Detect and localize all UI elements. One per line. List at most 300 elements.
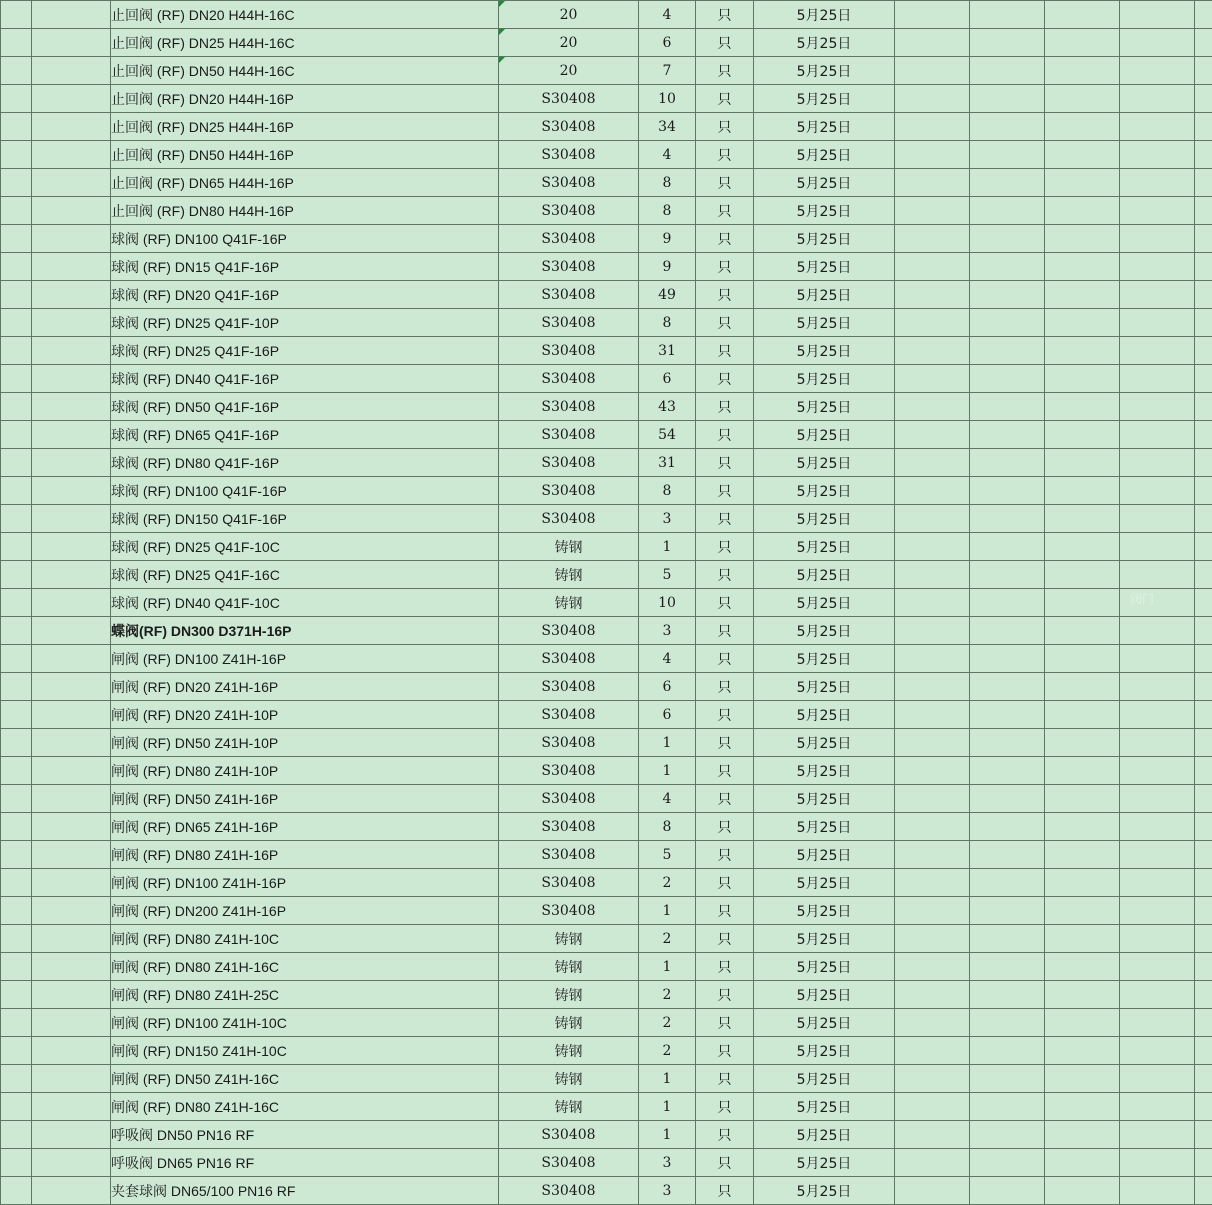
cell-item-name[interactable]: [111, 1009, 499, 1037]
table-row[interactable]: [1, 365, 1212, 393]
cell-blank-b[interactable]: [32, 1037, 111, 1065]
cell-quantity[interactable]: [639, 533, 696, 561]
cell-material[interactable]: [499, 141, 639, 169]
cell-quantity[interactable]: [639, 673, 696, 701]
cell-blank-d[interactable]: [970, 757, 1045, 785]
cell-item-name[interactable]: [111, 757, 499, 785]
cell-blank-c[interactable]: [895, 253, 970, 281]
cell-date[interactable]: [754, 421, 895, 449]
cell-material[interactable]: [499, 1065, 639, 1093]
table-row[interactable]: [1, 1149, 1212, 1177]
table-row[interactable]: [1, 309, 1212, 337]
cell-blank-e[interactable]: [1045, 981, 1120, 1009]
cell-blank-e[interactable]: [1045, 757, 1120, 785]
cell-quantity[interactable]: [639, 477, 696, 505]
cell-blank-a[interactable]: [1, 869, 32, 897]
cell-material[interactable]: [499, 281, 639, 309]
cell-blank-b[interactable]: [32, 113, 111, 141]
cell-date[interactable]: [754, 169, 895, 197]
cell-material[interactable]: [499, 113, 639, 141]
cell-unit[interactable]: [696, 1121, 754, 1149]
cell-blank-b[interactable]: [32, 57, 111, 85]
cell-unit[interactable]: [696, 1009, 754, 1037]
cell-blank-a[interactable]: [1, 729, 32, 757]
cell-quantity[interactable]: [639, 757, 696, 785]
cell-unit[interactable]: [696, 1065, 754, 1093]
cell-blank-d[interactable]: [970, 617, 1045, 645]
cell-quantity[interactable]: [639, 1121, 696, 1149]
cell-blank-g[interactable]: [1195, 141, 1212, 169]
cell-blank-e[interactable]: [1045, 141, 1120, 169]
cell-unit[interactable]: [696, 393, 754, 421]
cell-blank-f[interactable]: [1120, 729, 1195, 757]
cell-date[interactable]: [754, 533, 895, 561]
cell-blank-f[interactable]: [1120, 309, 1195, 337]
cell-item-name[interactable]: [111, 337, 499, 365]
cell-blank-a[interactable]: [1, 673, 32, 701]
cell-blank-d[interactable]: [970, 841, 1045, 869]
cell-blank-a[interactable]: [1, 561, 32, 589]
cell-blank-g[interactable]: [1195, 701, 1212, 729]
cell-quantity[interactable]: [639, 561, 696, 589]
cell-blank-c[interactable]: [895, 1009, 970, 1037]
cell-item-name[interactable]: [111, 729, 499, 757]
table-row[interactable]: [1, 1037, 1212, 1065]
cell-material[interactable]: [499, 589, 639, 617]
cell-item-name[interactable]: [111, 925, 499, 953]
cell-blank-a[interactable]: [1, 197, 32, 225]
cell-material[interactable]: [499, 1121, 639, 1149]
cell-blank-g[interactable]: [1195, 365, 1212, 393]
cell-blank-d[interactable]: [970, 1149, 1045, 1177]
cell-blank-e[interactable]: [1045, 29, 1120, 57]
table-row[interactable]: [1, 785, 1212, 813]
cell-blank-f[interactable]: [1120, 281, 1195, 309]
cell-unit[interactable]: [696, 29, 754, 57]
cell-blank-a[interactable]: [1, 1065, 32, 1093]
table-row[interactable]: [1, 113, 1212, 141]
cell-blank-f[interactable]: [1120, 1009, 1195, 1037]
cell-blank-c[interactable]: [895, 141, 970, 169]
cell-quantity[interactable]: [639, 141, 696, 169]
cell-item-name[interactable]: [111, 253, 499, 281]
cell-date[interactable]: [754, 197, 895, 225]
cell-blank-b[interactable]: [32, 813, 111, 841]
cell-blank-a[interactable]: [1, 253, 32, 281]
cell-blank-f[interactable]: [1120, 29, 1195, 57]
cell-blank-g[interactable]: [1195, 169, 1212, 197]
cell-quantity[interactable]: [639, 169, 696, 197]
cell-unit[interactable]: [696, 225, 754, 253]
table-row[interactable]: [1, 337, 1212, 365]
cell-blank-g[interactable]: [1195, 197, 1212, 225]
cell-blank-g[interactable]: [1195, 561, 1212, 589]
cell-blank-c[interactable]: [895, 589, 970, 617]
cell-blank-e[interactable]: [1045, 225, 1120, 253]
table-row[interactable]: [1, 841, 1212, 869]
cell-blank-g[interactable]: [1195, 1065, 1212, 1093]
table-row[interactable]: [1, 169, 1212, 197]
cell-item-name[interactable]: [111, 1121, 499, 1149]
cell-material[interactable]: [499, 1009, 639, 1037]
cell-blank-g[interactable]: [1195, 729, 1212, 757]
cell-unit[interactable]: [696, 673, 754, 701]
cell-blank-c[interactable]: [895, 757, 970, 785]
cell-blank-b[interactable]: [32, 1149, 111, 1177]
cell-quantity[interactable]: [639, 785, 696, 813]
cell-date[interactable]: [754, 701, 895, 729]
cell-unit[interactable]: [696, 617, 754, 645]
cell-blank-d[interactable]: [970, 533, 1045, 561]
cell-blank-e[interactable]: [1045, 1177, 1120, 1205]
cell-blank-e[interactable]: [1045, 1, 1120, 29]
table-row[interactable]: [1, 757, 1212, 785]
cell-unit[interactable]: [696, 1093, 754, 1121]
cell-blank-g[interactable]: [1195, 757, 1212, 785]
cell-unit[interactable]: [696, 449, 754, 477]
cell-unit[interactable]: [696, 337, 754, 365]
cell-blank-e[interactable]: [1045, 617, 1120, 645]
cell-quantity[interactable]: [639, 1177, 696, 1205]
table-row[interactable]: [1, 869, 1212, 897]
table-row[interactable]: [1, 813, 1212, 841]
cell-blank-f[interactable]: [1120, 561, 1195, 589]
cell-blank-d[interactable]: [970, 1177, 1045, 1205]
cell-material[interactable]: [499, 561, 639, 589]
cell-blank-e[interactable]: [1045, 505, 1120, 533]
table-row[interactable]: [1, 1, 1212, 29]
cell-blank-b[interactable]: [32, 505, 111, 533]
cell-blank-f[interactable]: [1120, 141, 1195, 169]
cell-blank-g[interactable]: [1195, 1177, 1212, 1205]
cell-blank-b[interactable]: [32, 897, 111, 925]
cell-blank-c[interactable]: [895, 393, 970, 421]
cell-item-name[interactable]: [111, 981, 499, 1009]
cell-blank-e[interactable]: [1045, 813, 1120, 841]
cell-quantity[interactable]: [639, 1093, 696, 1121]
cell-blank-b[interactable]: [32, 29, 111, 57]
cell-blank-g[interactable]: [1195, 505, 1212, 533]
cell-blank-e[interactable]: [1045, 477, 1120, 505]
cell-blank-g[interactable]: [1195, 281, 1212, 309]
table-row[interactable]: [1, 393, 1212, 421]
table-row[interactable]: [1, 1009, 1212, 1037]
cell-material[interactable]: [499, 169, 639, 197]
cell-blank-d[interactable]: [970, 421, 1045, 449]
cell-blank-g[interactable]: [1195, 1121, 1212, 1149]
cell-unit[interactable]: [696, 953, 754, 981]
cell-blank-g[interactable]: [1195, 113, 1212, 141]
cell-date[interactable]: [754, 253, 895, 281]
cell-blank-d[interactable]: [970, 505, 1045, 533]
cell-blank-a[interactable]: [1, 589, 32, 617]
cell-quantity[interactable]: [639, 813, 696, 841]
cell-item-name[interactable]: [111, 561, 499, 589]
cell-material[interactable]: [499, 225, 639, 253]
cell-blank-c[interactable]: [895, 113, 970, 141]
cell-blank-b[interactable]: [32, 701, 111, 729]
cell-blank-e[interactable]: [1045, 1121, 1120, 1149]
cell-quantity[interactable]: [639, 309, 696, 337]
cell-blank-a[interactable]: [1, 897, 32, 925]
cell-unit[interactable]: [696, 897, 754, 925]
cell-item-name[interactable]: [111, 785, 499, 813]
cell-blank-c[interactable]: [895, 785, 970, 813]
cell-date[interactable]: [754, 1149, 895, 1177]
cell-blank-c[interactable]: [895, 561, 970, 589]
cell-blank-f[interactable]: [1120, 449, 1195, 477]
cell-blank-e[interactable]: [1045, 113, 1120, 141]
cell-blank-c[interactable]: [895, 841, 970, 869]
cell-item-name[interactable]: [111, 701, 499, 729]
cell-blank-e[interactable]: [1045, 589, 1120, 617]
cell-date[interactable]: [754, 785, 895, 813]
cell-blank-c[interactable]: [895, 1, 970, 29]
cell-material[interactable]: [499, 1037, 639, 1065]
cell-material[interactable]: [499, 981, 639, 1009]
cell-blank-f[interactable]: [1120, 617, 1195, 645]
cell-quantity[interactable]: [639, 449, 696, 477]
cell-unit[interactable]: [696, 925, 754, 953]
cell-blank-f[interactable]: [1120, 253, 1195, 281]
cell-item-name[interactable]: [111, 85, 499, 113]
cell-item-name[interactable]: [111, 841, 499, 869]
cell-item-name[interactable]: [111, 533, 499, 561]
cell-blank-e[interactable]: [1045, 561, 1120, 589]
cell-blank-g[interactable]: [1195, 869, 1212, 897]
cell-blank-g[interactable]: [1195, 813, 1212, 841]
cell-blank-g[interactable]: [1195, 925, 1212, 953]
cell-blank-g[interactable]: [1195, 253, 1212, 281]
cell-blank-a[interactable]: [1, 393, 32, 421]
cell-unit[interactable]: [696, 1177, 754, 1205]
cell-blank-g[interactable]: [1195, 673, 1212, 701]
cell-blank-f[interactable]: [1120, 197, 1195, 225]
cell-material[interactable]: [499, 701, 639, 729]
cell-quantity[interactable]: [639, 29, 696, 57]
cell-blank-c[interactable]: [895, 29, 970, 57]
cell-date[interactable]: [754, 869, 895, 897]
cell-date[interactable]: [754, 561, 895, 589]
table-row[interactable]: [1, 897, 1212, 925]
cell-material[interactable]: [499, 29, 639, 57]
cell-blank-e[interactable]: [1045, 701, 1120, 729]
cell-blank-g[interactable]: [1195, 1149, 1212, 1177]
cell-date[interactable]: [754, 673, 895, 701]
cell-blank-d[interactable]: [970, 225, 1045, 253]
cell-blank-d[interactable]: [970, 1093, 1045, 1121]
cell-blank-a[interactable]: [1, 57, 32, 85]
cell-quantity[interactable]: [639, 981, 696, 1009]
cell-blank-g[interactable]: [1195, 1093, 1212, 1121]
table-row[interactable]: [1, 729, 1212, 757]
cell-blank-e[interactable]: [1045, 953, 1120, 981]
cell-blank-c[interactable]: [895, 337, 970, 365]
table-row[interactable]: [1, 197, 1212, 225]
cell-blank-e[interactable]: [1045, 57, 1120, 85]
cell-blank-g[interactable]: [1195, 841, 1212, 869]
cell-blank-a[interactable]: [1, 701, 32, 729]
cell-blank-e[interactable]: [1045, 729, 1120, 757]
cell-date[interactable]: [754, 365, 895, 393]
cell-blank-b[interactable]: [32, 617, 111, 645]
cell-blank-a[interactable]: [1, 421, 32, 449]
cell-blank-a[interactable]: [1, 225, 32, 253]
cell-quantity[interactable]: [639, 841, 696, 869]
cell-date[interactable]: [754, 589, 895, 617]
table-row[interactable]: [1, 561, 1212, 589]
cell-blank-e[interactable]: [1045, 85, 1120, 113]
table-row[interactable]: [1, 505, 1212, 533]
cell-blank-d[interactable]: [970, 141, 1045, 169]
cell-material[interactable]: [499, 505, 639, 533]
cell-blank-g[interactable]: [1195, 953, 1212, 981]
cell-blank-e[interactable]: [1045, 645, 1120, 673]
cell-material[interactable]: [499, 1093, 639, 1121]
cell-unit[interactable]: [696, 729, 754, 757]
cell-blank-e[interactable]: [1045, 1009, 1120, 1037]
cell-material[interactable]: [499, 477, 639, 505]
cell-item-name[interactable]: [111, 477, 499, 505]
cell-material[interactable]: [499, 925, 639, 953]
cell-quantity[interactable]: [639, 197, 696, 225]
cell-blank-a[interactable]: [1, 141, 32, 169]
cell-date[interactable]: [754, 645, 895, 673]
cell-blank-e[interactable]: [1045, 1149, 1120, 1177]
cell-blank-a[interactable]: [1, 925, 32, 953]
cell-material[interactable]: [499, 645, 639, 673]
cell-unit[interactable]: [696, 197, 754, 225]
cell-blank-b[interactable]: [32, 757, 111, 785]
cell-blank-g[interactable]: [1195, 617, 1212, 645]
cell-blank-f[interactable]: [1120, 533, 1195, 561]
cell-quantity[interactable]: [639, 617, 696, 645]
cell-item-name[interactable]: [111, 169, 499, 197]
cell-blank-c[interactable]: [895, 1177, 970, 1205]
cell-unit[interactable]: [696, 1037, 754, 1065]
table-row[interactable]: [1, 701, 1212, 729]
cell-blank-g[interactable]: [1195, 393, 1212, 421]
cell-unit[interactable]: [696, 1, 754, 29]
cell-blank-f[interactable]: [1120, 1177, 1195, 1205]
cell-blank-d[interactable]: [970, 897, 1045, 925]
cell-material[interactable]: [499, 393, 639, 421]
cell-blank-a[interactable]: [1, 365, 32, 393]
cell-quantity[interactable]: [639, 113, 696, 141]
cell-blank-b[interactable]: [32, 785, 111, 813]
cell-blank-c[interactable]: [895, 449, 970, 477]
cell-material[interactable]: [499, 421, 639, 449]
cell-blank-a[interactable]: [1, 1177, 32, 1205]
cell-blank-e[interactable]: [1045, 365, 1120, 393]
cell-unit[interactable]: [696, 533, 754, 561]
cell-blank-a[interactable]: [1, 449, 32, 477]
cell-blank-c[interactable]: [895, 365, 970, 393]
table-row[interactable]: [1, 1093, 1212, 1121]
cell-blank-c[interactable]: [895, 281, 970, 309]
cell-quantity[interactable]: [639, 1009, 696, 1037]
cell-material[interactable]: [499, 57, 639, 85]
cell-blank-f[interactable]: [1120, 1065, 1195, 1093]
cell-date[interactable]: [754, 981, 895, 1009]
cell-blank-e[interactable]: [1045, 673, 1120, 701]
cell-blank-a[interactable]: [1, 505, 32, 533]
cell-blank-f[interactable]: [1120, 981, 1195, 1009]
cell-blank-a[interactable]: [1, 113, 32, 141]
cell-blank-e[interactable]: [1045, 841, 1120, 869]
cell-blank-e[interactable]: [1045, 393, 1120, 421]
cell-blank-b[interactable]: [32, 953, 111, 981]
cell-blank-g[interactable]: [1195, 85, 1212, 113]
cell-blank-b[interactable]: [32, 533, 111, 561]
cell-blank-a[interactable]: [1, 29, 32, 57]
cell-blank-f[interactable]: [1120, 897, 1195, 925]
cell-material[interactable]: [499, 897, 639, 925]
cell-date[interactable]: [754, 477, 895, 505]
cell-blank-c[interactable]: [895, 225, 970, 253]
cell-item-name[interactable]: [111, 589, 499, 617]
cell-blank-e[interactable]: [1045, 281, 1120, 309]
cell-blank-d[interactable]: [970, 673, 1045, 701]
cell-material[interactable]: [499, 85, 639, 113]
cell-blank-d[interactable]: [970, 1037, 1045, 1065]
cell-date[interactable]: [754, 85, 895, 113]
cell-blank-d[interactable]: [970, 477, 1045, 505]
cell-blank-b[interactable]: [32, 141, 111, 169]
cell-item-name[interactable]: [111, 1037, 499, 1065]
cell-quantity[interactable]: [639, 253, 696, 281]
cell-blank-d[interactable]: [970, 365, 1045, 393]
cell-blank-d[interactable]: [970, 197, 1045, 225]
cell-blank-f[interactable]: [1120, 113, 1195, 141]
cell-material[interactable]: [499, 533, 639, 561]
cell-blank-b[interactable]: [32, 841, 111, 869]
cell-blank-a[interactable]: [1, 645, 32, 673]
cell-blank-g[interactable]: [1195, 57, 1212, 85]
cell-unit[interactable]: [696, 141, 754, 169]
cell-blank-g[interactable]: [1195, 421, 1212, 449]
table-row[interactable]: [1, 1121, 1212, 1149]
cell-item-name[interactable]: [111, 673, 499, 701]
cell-quantity[interactable]: [639, 365, 696, 393]
cell-unit[interactable]: [696, 1149, 754, 1177]
cell-blank-f[interactable]: [1120, 841, 1195, 869]
cell-blank-g[interactable]: [1195, 337, 1212, 365]
cell-unit[interactable]: [696, 85, 754, 113]
cell-blank-e[interactable]: [1045, 1065, 1120, 1093]
cell-material[interactable]: [499, 449, 639, 477]
cell-blank-f[interactable]: [1120, 393, 1195, 421]
cell-quantity[interactable]: [639, 225, 696, 253]
cell-blank-c[interactable]: [895, 1121, 970, 1149]
cell-blank-b[interactable]: [32, 477, 111, 505]
cell-blank-c[interactable]: [895, 897, 970, 925]
table-row[interactable]: [1, 253, 1212, 281]
cell-blank-f[interactable]: [1120, 337, 1195, 365]
cell-date[interactable]: [754, 897, 895, 925]
cell-blank-f[interactable]: [1120, 365, 1195, 393]
table-row[interactable]: [1, 449, 1212, 477]
cell-quantity[interactable]: [639, 701, 696, 729]
cell-blank-c[interactable]: [895, 85, 970, 113]
cell-blank-a[interactable]: [1, 953, 32, 981]
cell-unit[interactable]: [696, 365, 754, 393]
cell-blank-b[interactable]: [32, 169, 111, 197]
cell-blank-d[interactable]: [970, 113, 1045, 141]
cell-unit[interactable]: [696, 281, 754, 309]
cell-blank-b[interactable]: [32, 1065, 111, 1093]
cell-blank-d[interactable]: [970, 561, 1045, 589]
